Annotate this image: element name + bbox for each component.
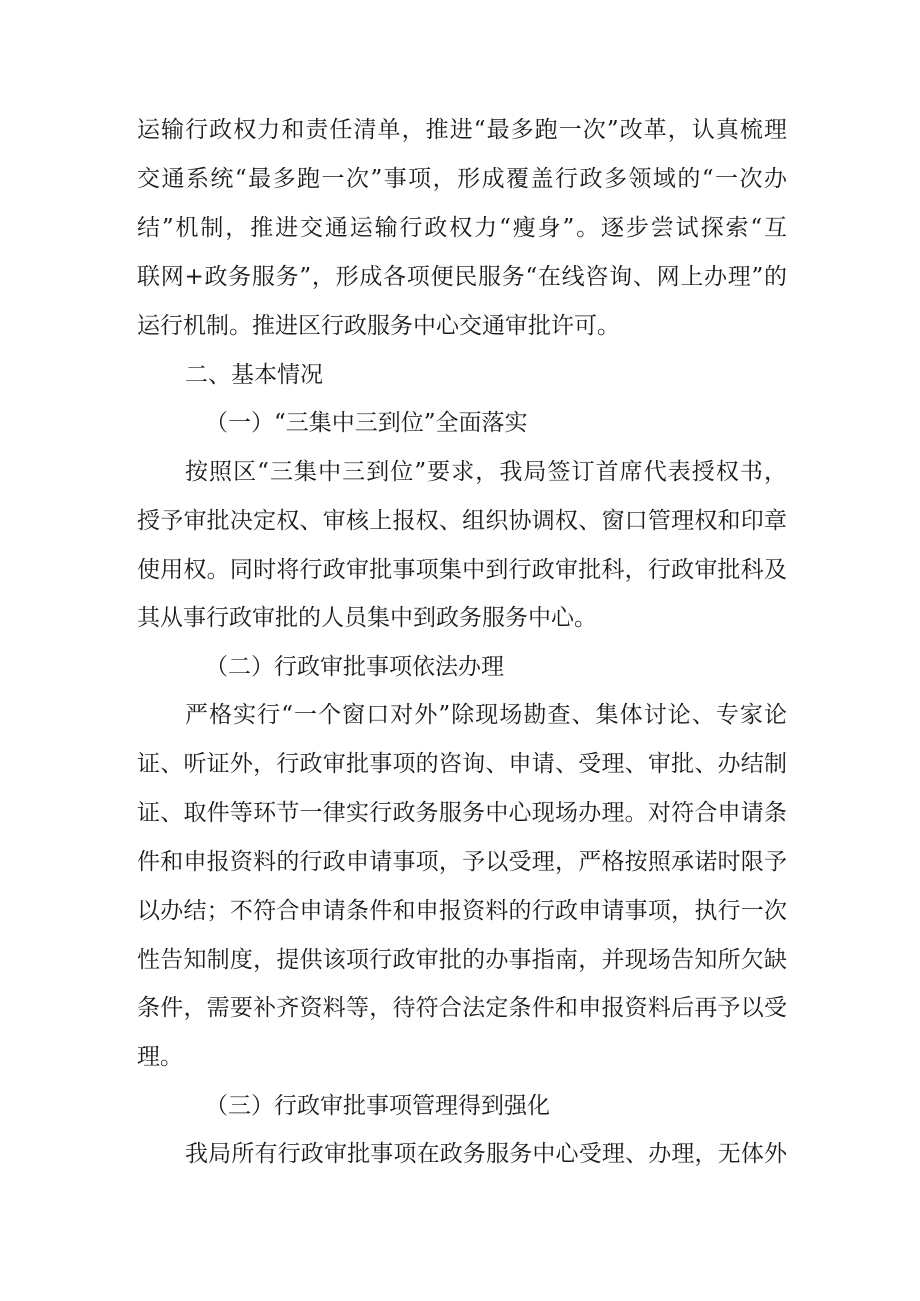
- paragraph-line: 结”机制，推进交通运输行政权力“瘦身”。逐步尝试探索“互: [137, 215, 787, 241]
- paragraph-line: 性告知制度，提供该项行政审批的办事指南，并现场告知所欠缺: [137, 947, 787, 973]
- paragraph-line: 授予审批决定权、审核上报权、组织协调权、窗口管理权和印章: [137, 508, 787, 534]
- subsection-heading: （一）“三集中三到位”全面落实: [205, 410, 528, 436]
- paragraph-line: 理。: [137, 1044, 183, 1070]
- section-heading: 二、基本情况: [185, 362, 323, 388]
- paragraph-line: 严格实行“一个窗口对外”除现场勘查、集体讨论、专家论: [185, 702, 787, 728]
- paragraph-line: 件和申报资料的行政申请事项，予以受理，严格按照承诺时限予: [137, 849, 787, 875]
- paragraph-line: 条件，需要补齐资料等，待符合法定条件和申报资料后再予以受: [137, 995, 787, 1021]
- paragraph-line: 按照区“三集中三到位”要求，我局签订首席代表授权书，: [185, 459, 787, 485]
- paragraph-line: 交通系统“最多跑一次”事项，形成覆盖行政多领域的“一次办: [137, 166, 787, 192]
- paragraph-line: 以办结；不符合申请条件和申报资料的行政申请事项，执行一次: [137, 898, 787, 924]
- subsection-heading: （二）行政审批事项依法办理: [205, 654, 504, 680]
- subsection-heading: （三）行政审批事项管理得到强化: [205, 1093, 550, 1119]
- paragraph-line: 证、取件等环节一律实行政务服务中心现场办理。对符合申请条: [137, 800, 787, 826]
- paragraph-line: 联网+政务服务”，形成各项便民服务“在线咨询、网上办理”的: [137, 264, 787, 290]
- paragraph-line: 其从事行政审批的人员集中到政务服务中心。: [137, 605, 597, 631]
- paragraph-line: 我局所有行政审批事项在政务服务中心受理、办理，无体外: [185, 1141, 787, 1167]
- paragraph-line: 证、听证外，行政审批事项的咨询、申请、受理、审批、办结制: [137, 751, 787, 777]
- paragraph-line: 运输行政权力和责任清单，推进“最多跑一次”改革，认真梳理: [137, 117, 787, 143]
- paragraph-line: 运行机制。推进区行政服务中心交通审批许可。: [137, 313, 620, 339]
- paragraph-line: 使用权。同时将行政审批事项集中到行政审批科，行政审批科及: [137, 557, 787, 583]
